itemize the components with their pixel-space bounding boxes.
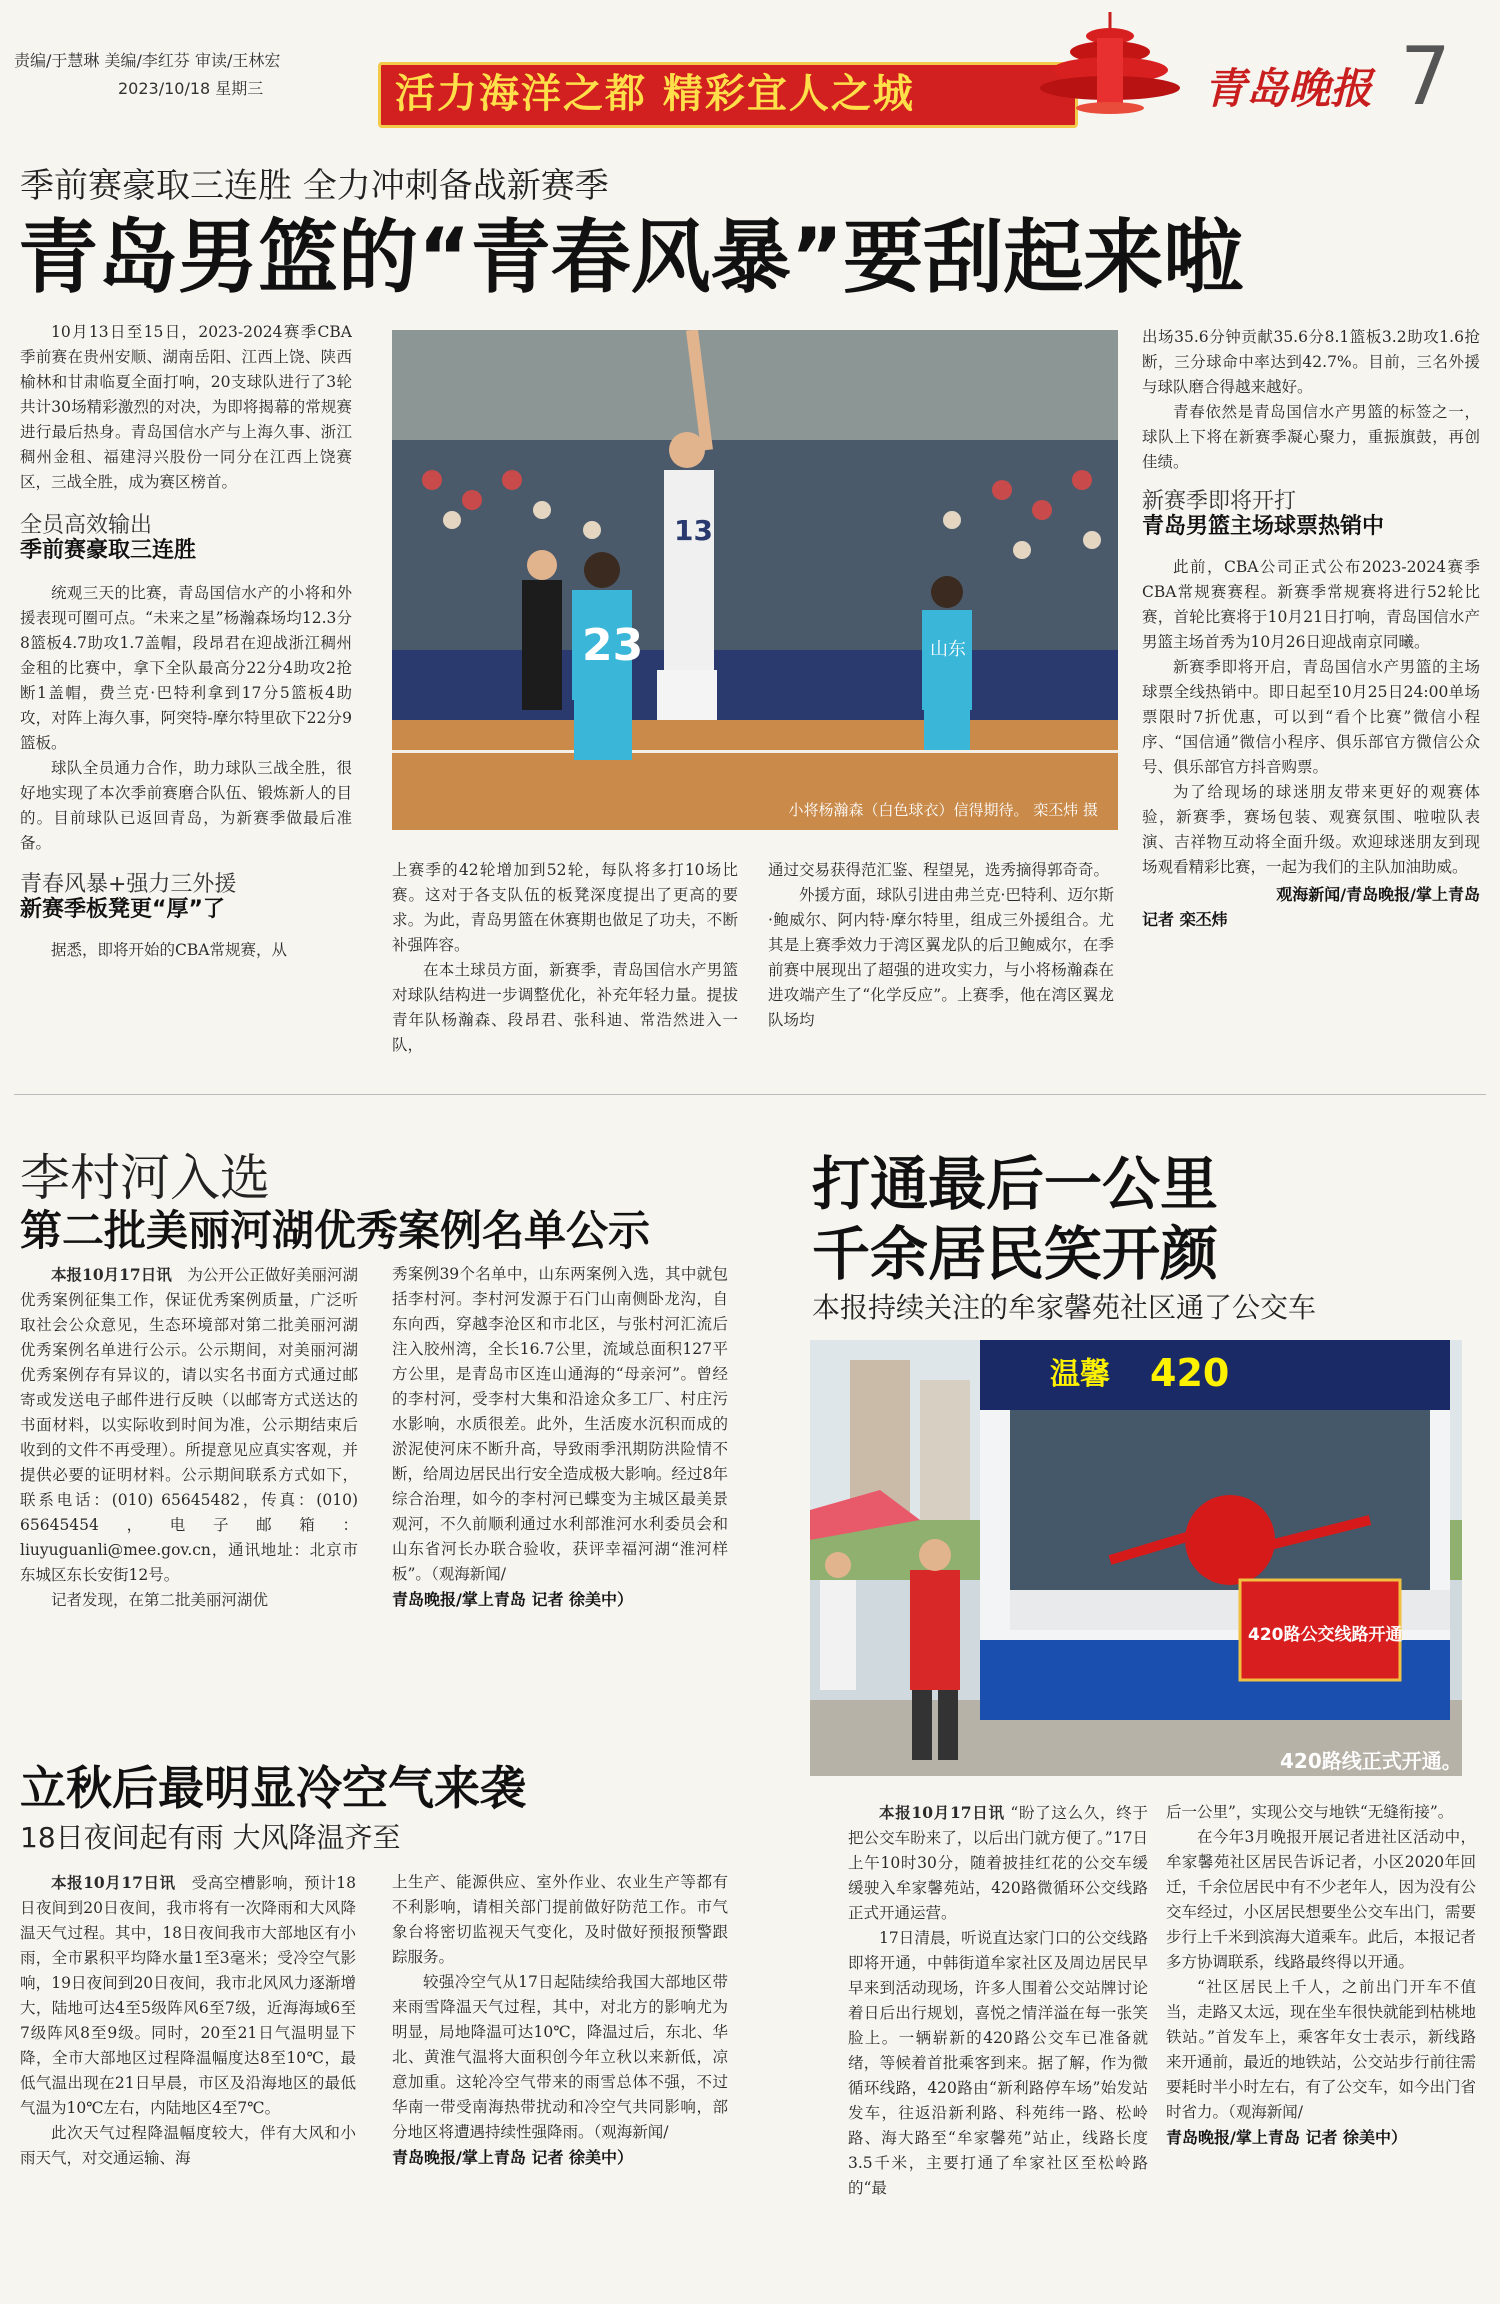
a1-p7: 通过交易获得范汇鉴、程望晃，选秀摘得郭奇奇。	[768, 861, 1110, 879]
a4-lead: 本报10月17日讯	[51, 1873, 176, 1892]
a1-p9: 出场35.6分钟贡献35.6分8.1篮板3.2助攻1.6抢断，三分球命中率达到42.7%。目前，三名外援与球队磨合得越来越好。	[1142, 328, 1480, 396]
a2-p2: 记者发现，在第二批美丽河湖优	[51, 1591, 269, 1609]
a2-reporter: 记者 徐美中）	[531, 1590, 634, 1609]
a2-credit: 青岛晚报/掌上青岛	[392, 1590, 526, 1609]
a1-p6: 在本土球员方面，新赛季，青岛国信水产男篮对球队结构进一步调整优化，补充年轻力量。提拔青年队杨瀚森、段昂君、张科迪、常浩然进入一队，	[392, 961, 738, 1054]
bus-banner-text: 420路公交线路开通	[1248, 1625, 1403, 1645]
a3-p5: “社区居民上千人，之前出门开车不值当，走路又太远，现在坐车很快就能到枯桃地铁站。”首发车上，乘客年女士表示，新线路来开通前，最近的地铁站，公交站步行前往需要耗时半小时左右，有了公交车，如今出门省时省力。	[1166, 1978, 1476, 2121]
a1-sub3a: 新赛季即将开打	[1142, 489, 1297, 514]
a4-p1: 受高空槽影响，预计18日夜间到20日夜间，我市将有一次降雨和大风降温天气过程。其中，18日夜间我市大部地区有小雨，全市累积平均降水量1至3毫米；受冷空气影响，19日夜间到20日夜间，我市北风风力逐渐增大，陆地可达4至5级阵风6至7级，近海海域6至7级阵风8至9级。同时，20至21日气温明显下降，全市大部地区过程降温幅度达8至10℃，最低气温出现在21日早晨，市区及沿海地区的最低气温为10℃左右，内陆地区4至7℃。	[20, 1874, 356, 2117]
a4-col1	[20, 1870, 356, 2290]
a1-p11: 此前，CBA公司正式公布2023-2024赛季CBA常规赛赛程。新赛季常规赛将进行52轮比赛，首轮比赛将于10月21日打响，青岛国信水产男篮主场首秀为10月26日迎战南京同曦。	[1142, 558, 1480, 651]
a3-title1: 打通最后一公里	[812, 1150, 1219, 1218]
a1-col3	[768, 858, 1114, 1058]
tower-logo-icon	[1035, 8, 1185, 118]
a1-headline: 青岛男篮的“青春风暴”要刮起来啦	[18, 211, 1244, 304]
issue-date: 2023/10/18 星期三	[118, 79, 264, 98]
basketball-photo-caption: 小将杨瀚森（白色球衣）信得期待。 栾丕炜 摄	[788, 801, 1098, 819]
a4-credit-pre: （观海新闻/	[593, 2123, 669, 2141]
a4-p2: 此次天气过程降温幅度较大，伴有大风和小雨天气，对交通运输、海	[20, 2124, 356, 2167]
a1-col2	[392, 858, 738, 1058]
a3-credit-pre: （观海新闻/	[1228, 2103, 1303, 2121]
a3-title2: 千余居民笑开颜	[812, 1220, 1219, 1288]
a1-p2: 统观三天的比赛，青岛国信水产的小将和外援表现可圈可点。“未来之星”杨瀚森场均12.3分8篮板4.7助攻1.7盖帽，段昂君在迎战浙江稠州金租的比赛中，拿下全队最高分22分4助攻2抢断1盖帽，费兰克·巴特利拿到17分5篮板4助攻，对阵上海久事，阿突特-摩尔特里砍下22分9篮板。	[20, 584, 352, 752]
a3-col2	[1166, 1800, 1476, 2290]
a3-reporter: 记者 徐美中）	[1305, 2128, 1408, 2147]
jersey-number: 23	[582, 620, 644, 671]
basketball-scene	[392, 330, 1118, 830]
a2-credit-pre: （观海新闻/	[430, 1565, 506, 1583]
a3-lead: 本报10月17日讯	[879, 1803, 1005, 1822]
jersey-number-white: 13	[674, 514, 713, 547]
a3-p3: 后一公里”，实现公交与地铁“无缝衔接”。	[1166, 1803, 1454, 1821]
divider	[14, 1094, 1486, 1095]
a3-p4: 在今年3月晚报开展记者进社区活动中，牟家馨苑社区居民告诉记者，小区2020年回迁，千余位居民中有不少老年人，因为没有公交车经过，小区居民想要坐公交车出门，需要步行上千米到滨海大道乘车。此后，本报记者多方协调联系，线路最终得以开通。	[1166, 1828, 1476, 1971]
basketball-photo	[392, 330, 1118, 830]
bus-front-sign: 温馨	[1050, 1357, 1110, 1392]
a4-reporter: 记者 徐美中）	[531, 2148, 634, 2167]
a1-p13: 为了给现场的球迷朋友带来更好的观赛体验，新赛季，赛场包装、观赛氛围、啦啦队表演、吉祥物互动将全面升级。欢迎球迷朋友到现场观看精彩比赛，一起为我们的主队加油助威。	[1142, 783, 1480, 876]
a2-lead: 本报10月17日讯	[51, 1265, 172, 1284]
a1-col1	[20, 320, 352, 1050]
a1-credit: 观海新闻/青岛晚报/掌上青岛	[1276, 885, 1480, 904]
a1-p12: 新赛季即将开启，青岛国信水产男篮的主场球票全线热销中。即日起至10月25日24:00单场票限时7折优惠，可以到“看个比赛”微信小程序、“国信通”微信小程序、俱乐部官方微信公众号、俱乐部官方抖音购票。	[1142, 658, 1480, 776]
a1-sub2a: 青春风暴+强力三外援	[20, 872, 237, 897]
newspaper-name-logo: 青岛晚报	[1204, 64, 1373, 113]
a2-kicker: 李村河入选	[20, 1149, 270, 1207]
a1-p3: 球队全员通力合作，助力球队三战全胜，很好地实现了本次季前赛磨合队伍、锻炼新人的目的。目前球队已返回青岛，为新赛季做最后准备。	[20, 759, 352, 852]
bus-photo	[810, 1340, 1462, 1776]
a2-p3: 秀案例39个名单中，山东两案例入选，其中就包括李村河。李村河发源于石门山南侧卧龙沟，自东向西，穿越李沧区和市北区，与张村河汇流后注入胶州湾，全长16.7公里，流域总面积127平方公里，是青岛市区连山通海的“母亲河”。曾经的李村河，受李村大集和沿途众多工厂、村庄污水影响，水质很差。此外，生活废水沉积而成的淤泥使河床不断升高，导致雨季汛期防洪险情不断，给周边居民出行安全造成极大影响。经过8年综合治理，如今的李村河已蝶变为主城区最美景观河，不久前顺利通过水利部淮河水利委员会和山东省河长办联合验收，获评幸福河湖“淮河样板”。	[392, 1265, 728, 1583]
a2-col2	[392, 1262, 728, 1702]
jersey-team: 山东	[930, 639, 966, 660]
a3-p2: 17日清晨，听说直达家门口的公交线路即将开通，中韩街道牟家社区及周边居民早早来到活动现场，许多人围着公交站牌讨论着日后出行规划，喜悦之情洋溢在每一张笑脸上。一辆崭新的420路公交车已准备就绪，等候着首批乘客到来。据了解，作为微循环线路，420路由“新利路停车场”始发站发车，往返沿新利路、科苑纬一路、松岭路、海大路至“牟家馨苑”站止，线路长度3.5千米，主要打通了牟家社区至松岭路的“最	[848, 1929, 1148, 2197]
a2-p1: 为公开公正做好美丽河湖优秀案例征集工作，保证优秀案例质量，广泛听取社会公众意见，生态环境部对第二批美丽河湖优秀案例名单进行公示。公示期间，对美丽河湖优秀案例存有异议的，请以实名书面方式通过邮寄或发送电子邮件进行反映（以邮寄方式送达的书面材料，以实际收到时间为准，公示期结束后收到的文件不再受理）。所提意见应真实客观，并提供必要的证明材料。公示期间联系方式如下，联系电话：(010) 65645482，传真：(010) 65645454，电子邮箱：liuyuguanli@mee.gov.cn，通讯地址：北京市东城区东长安街12号。	[20, 1266, 358, 1584]
page-number: 7	[1400, 30, 1451, 123]
a4-headline: 立秋后最明显冷空气来袭	[20, 1761, 526, 1815]
a1-kicker: 季前赛豪取三连胜 全力冲刺备战新赛季	[20, 166, 609, 206]
a1-p5: 上赛季的42轮增加到52轮，每队将多打10场比赛。这对于各支队伍的板凳深度提出了更高的要求。为此，青岛男篮在休赛期也做足了功夫，不断补强阵容。	[392, 861, 738, 954]
a3-p1: “盼了这么久，终于把公交车盼来了，以后出门就方便了。”17日上午10时30分，随着披挂红花的公交车缓缓驶入牟家馨苑站，420路微循环公交线路正式开通运营。	[848, 1804, 1148, 1922]
a1-col4	[1142, 325, 1480, 1085]
a1-p1: 10月13日至15日，2023-2024赛季CBA季前赛在贵州安顺、湖南岳阳、江西上饶、陕西榆林和甘肃临夏全面打响，20支球队进行了3轮共计30场精彩激烈的对决，为即将揭幕的常规赛进行最后热身。青岛国信水产与上海久事、浙江稠州金租、福建浔兴股份一同分在江西上饶赛区，三战全胜，成为赛区榜首。	[20, 323, 352, 491]
a4-col2	[392, 1870, 728, 2290]
a1-sub2b: 新赛季板凳更“厚”了	[20, 897, 225, 922]
bus-route-number: 420	[1150, 1351, 1230, 1395]
a3-col1	[848, 1800, 1148, 2290]
a4-credit: 青岛晚报/掌上青岛	[392, 2148, 526, 2167]
a4-p4: 较强冷空气从17日起陆续给我国大部地区带来雨雪降温天气过程，其中，对北方的影响尤为明显，局地降温可达10℃，降温过后，东北、华北、黄淮气温将大面积创今年立秋以来新低，凉意加重。这轮冷空气带来的雨雪总体不强，不过华南一带受南海热带扰动和冷空气共同影响，部分地区将遭遇持续性强降雨。	[392, 1973, 728, 2141]
bus-photo-caption: 420路线正式开通。	[1280, 1749, 1462, 1773]
a2-col1	[20, 1262, 358, 1698]
slogan-banner: 活力海洋之都 精彩宜人之城	[378, 62, 1078, 128]
a3-credit: 青岛晚报/掌上青岛	[1166, 2128, 1300, 2147]
a1-p10: 青春依然是青岛国信水产男篮的标签之一，球队上下将在新赛季凝心聚力，重振旗鼓，再创佳绩。	[1142, 403, 1480, 471]
bus-scene	[810, 1340, 1462, 1776]
a3-subtitle: 本报持续关注的牟家馨苑社区通了公交车	[812, 1291, 1317, 1324]
a1-p8: 外援方面，球队引进由弗兰克·巴特利、迈尔斯·鲍威尔、阿内特·摩尔特里，组成三外援组合。尤其是上赛季效力于湾区翼龙队的后卫鲍威尔，在季前赛中展现出了超强的进攻实力，与小将杨瀚森在进攻端产生了“化学反应”。上赛季，他在湾区翼龙队场均	[768, 886, 1114, 1029]
a4-p3: 上生产、能源供应、室外作业、农业生产等都有不利影响，请相关部门提前做好防范工作。市气象台将密切监视天气变化，及时做好预报预警跟踪服务。	[392, 1873, 728, 1966]
a1-reporter: 记者 栾丕炜	[1142, 910, 1228, 929]
a1-sub1b: 季前赛豪取三连胜	[20, 538, 197, 563]
editor-credits: 责编/于慧琳 美编/李红芬 审读/王林宏	[14, 51, 281, 70]
a2-headline: 第二批美丽河湖优秀案例名单公示	[20, 1206, 651, 1255]
a1-sub3b: 青岛男篮主场球票热销中	[1142, 514, 1385, 539]
a1-sub1a: 全员高效输出	[20, 513, 153, 538]
a4-subtitle: 18日夜间起有雨 大风降温齐至	[20, 1821, 401, 1854]
a1-p4: 据悉，即将开始的CBA常规赛，从	[51, 941, 287, 959]
